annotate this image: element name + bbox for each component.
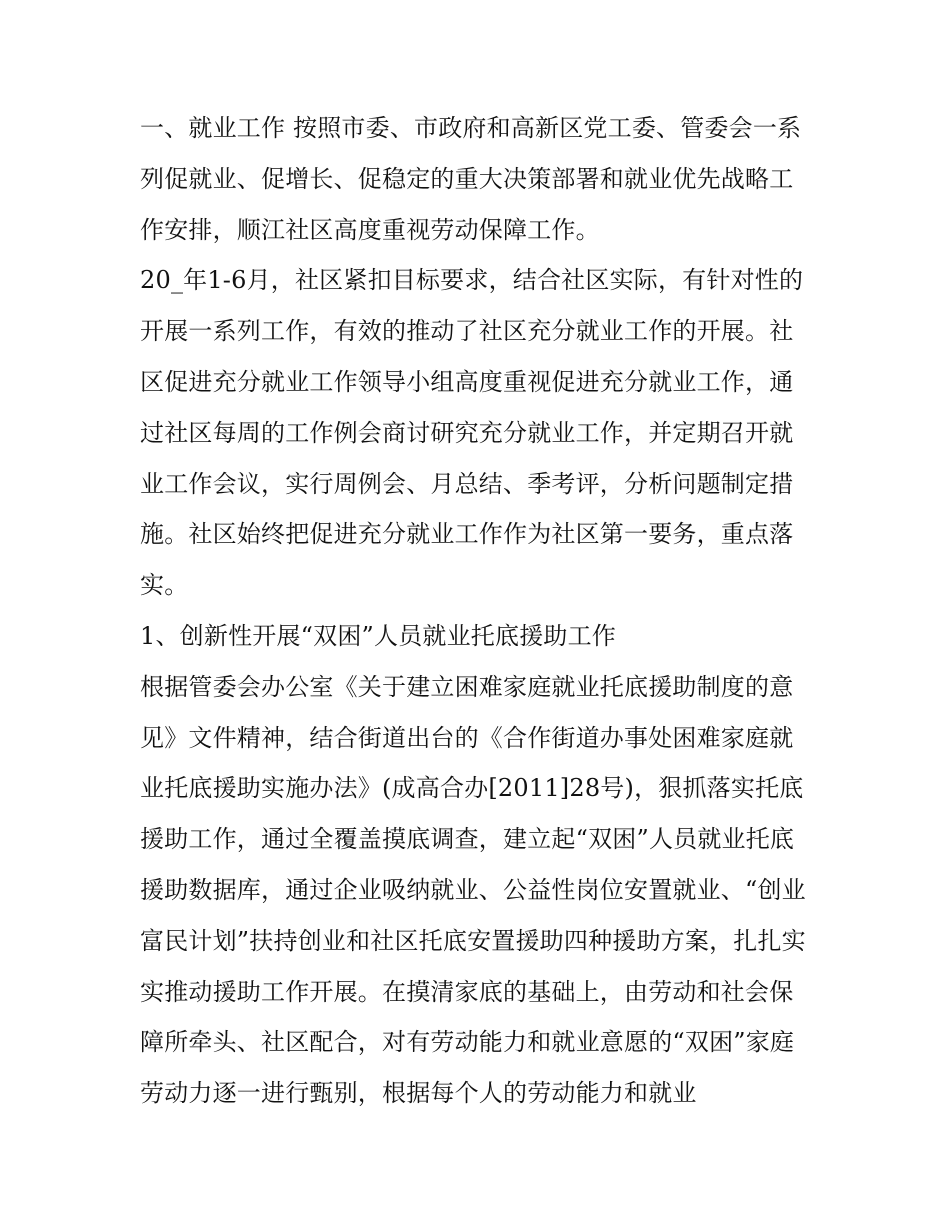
paragraph-first-half-year: 20_年1-6月，社区紧扣目标要求，结合社区实际，有针对性的开展一系列工作，有效的推动了社区充分就业工作的开展。社区促进充分就业工作领导小组高度重视促进充分就业工作，通过社区每周的工作例会商讨研究充分就业工作，并定期召开就业工作会议，实行周例会、月总结、季考评，分析问题制定措施。社区始终把促进充分就业工作作为社区第一要务，重点落实。 — [140, 266, 804, 600]
section-heading-double-hardship: 1、创新性开展“双困”人员就业托底援助工作 — [140, 621, 617, 650]
paragraph-employment-intro: 一、就业工作 按照市委、市政府和高新区党工委、管委会一系列促就业、促增长、促稳定的重大决策部署和就业优先战略工作安排，顺江社区高度重视劳动保障工作。 — [140, 114, 802, 244]
paragraph-assistance-policy: 根据管委会办公室《关于建立困难家庭就业托底援助制度的意见》文件精神，结合街道出台的《合作街道办事处困难家庭就业托底援助实施办法》(成高合办[2011]28号)，狠抓落实托底援助工作，通过全覆盖摸底调查，建立起“双困”人员就业托底援助数据库，通过企业吸纳就业、公益性岗位安置就业、“创业富民计划”扶持创业和社区托底安置援助四种援助方案，扎扎实实推动援助工作开展。在摸清家底的基础上，由劳动和社会保障所牵头、社区配合，对有劳动能力和就业意愿的“双困”家庭劳动力逐一进行甄别，根据每个人的劳动能力和就业 — [140, 672, 806, 1108]
document-body — [140, 103, 812, 1119]
